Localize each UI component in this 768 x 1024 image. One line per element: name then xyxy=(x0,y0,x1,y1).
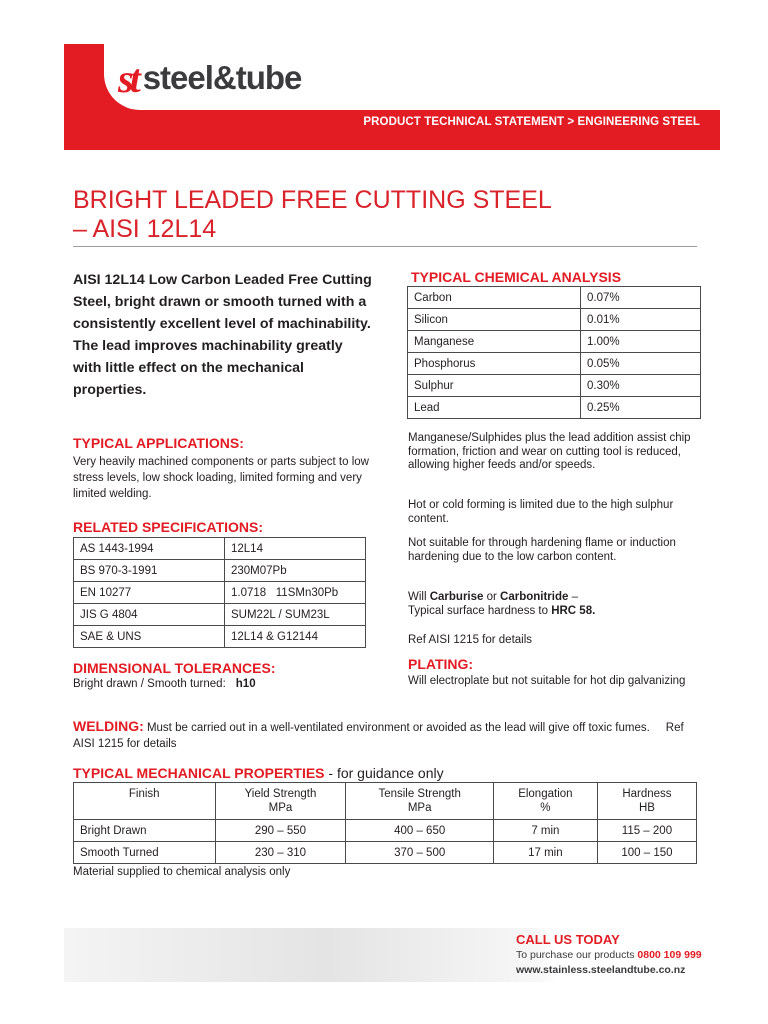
table-row xyxy=(74,560,366,582)
page-title xyxy=(73,186,713,244)
applications-heading: TYPICAL APPLICATIONS: xyxy=(73,435,244,451)
logo-mark: st xyxy=(118,55,137,101)
header-unit: % xyxy=(540,802,551,814)
material-note: Material supplied to chemical analysis only xyxy=(73,866,291,878)
note-surface-hardness xyxy=(408,591,698,618)
spec-standard: JIS G 4804 xyxy=(74,604,225,626)
purchase-text: To purchase our products xyxy=(516,949,638,961)
header-unit: MPa xyxy=(407,802,432,814)
table-row xyxy=(408,309,701,331)
header-unit: HB xyxy=(638,802,655,814)
header-label: Yield Strength xyxy=(244,788,317,800)
chemical-table xyxy=(407,286,701,419)
welding-section xyxy=(73,718,698,752)
note-reference: Ref AISI 1215 for details xyxy=(408,634,533,646)
welding-heading: WELDING: xyxy=(73,718,144,734)
dimensional-text xyxy=(73,678,256,690)
finish-cell: Bright Drawn xyxy=(74,820,216,842)
related-specs-table xyxy=(73,537,366,648)
spec-standard: AS 1443-1994 xyxy=(74,538,225,560)
note-hardening: Not suitable for through hardening flame or induction hardening due to the low carbon content. xyxy=(408,537,676,563)
hardness-cell: 115 – 200 xyxy=(597,820,696,842)
steel-tube-logo xyxy=(118,56,301,100)
elongation-cell: 17 min xyxy=(493,842,597,864)
table-row xyxy=(74,842,697,864)
table-row xyxy=(74,626,366,648)
element-name: Phosphorus xyxy=(408,353,581,375)
element-percent: 0.01% xyxy=(581,309,701,331)
element-percent: 0.25% xyxy=(581,397,701,419)
plating-heading: PLATING: xyxy=(408,656,474,672)
mechanical-subtitle: - for guidance only xyxy=(324,765,444,781)
table-row xyxy=(74,538,366,560)
title-divider xyxy=(73,246,697,247)
dimensional-value: h10 xyxy=(235,678,256,690)
element-name: Lead xyxy=(408,397,581,419)
column-header xyxy=(597,783,696,820)
element-name: Manganese xyxy=(408,331,581,353)
spec-standard: BS 970-3-1991 xyxy=(74,560,225,582)
header-label: Elongation xyxy=(518,788,573,800)
table-row xyxy=(74,604,366,626)
element-name: Carbon xyxy=(408,287,581,309)
note-text: or xyxy=(483,591,501,603)
mechanical-heading xyxy=(73,765,444,781)
spec-standard: SAE & UNS xyxy=(74,626,225,648)
note-text: Typical surface hardness to xyxy=(408,604,552,617)
spec-grade: 1.0718 11SMn30Pb xyxy=(225,582,366,604)
note-text: Will xyxy=(408,591,430,603)
spec-grade: 12L14 & G12144 xyxy=(225,626,366,648)
header-unit: MPa xyxy=(268,802,293,814)
dimensional-label: Bright drawn / Smooth turned: xyxy=(73,678,226,690)
table-row xyxy=(408,353,701,375)
intro-text: AISI 12L14 Low Carbon Leaded Free Cutting Steel, bright drawn or smooth turned with a consistently excellent level of machinability. The lead improves machinability greatly with little effect on the mechanical properties. xyxy=(73,272,372,398)
table-row xyxy=(408,375,701,397)
table-row xyxy=(74,820,697,842)
element-name: Sulphur xyxy=(408,375,581,397)
header-label: Finish xyxy=(128,788,160,800)
table-row xyxy=(74,582,366,604)
hardness-cell: 100 – 150 xyxy=(597,842,696,864)
website-link[interactable]: www.stainless.steelandtube.co.nz xyxy=(516,964,686,976)
header-label: Hardness xyxy=(622,788,672,800)
tensile-cell: 370 – 500 xyxy=(346,842,493,864)
column-header xyxy=(346,783,493,820)
yield-cell: 230 – 310 xyxy=(215,842,346,864)
purchase-line xyxy=(516,949,702,961)
spec-grade: SUM22L / SUM23L xyxy=(225,604,366,626)
header-unit xyxy=(80,801,209,815)
plating-text: Will electroplate but not suitable for hot dip galvanizing xyxy=(408,675,686,687)
table-row xyxy=(408,331,701,353)
dimensional-heading: DIMENSIONAL TOLERANCES: xyxy=(73,660,276,676)
note-bold: Carburise xyxy=(429,591,484,603)
header-band-edge xyxy=(64,44,104,110)
note-bold: HRC 58. xyxy=(551,604,596,617)
spec-standard: EN 10277 xyxy=(74,582,225,604)
note-text: – xyxy=(568,591,578,603)
table-row xyxy=(408,397,701,419)
title-line-2: – AISI 12L14 xyxy=(73,215,217,243)
call-us-heading: CALL US TODAY xyxy=(516,932,620,947)
table-row xyxy=(408,287,701,309)
yield-cell: 290 – 550 xyxy=(215,820,346,842)
spec-grade: 230M07Pb xyxy=(225,560,366,582)
applications-text: Very heavily machined components or parts subject to low stress levels, low shock loading, limited forming and very limited welding. xyxy=(73,456,369,500)
note-chip-formation: Manganese/Sulphides plus the lead addition assist chip formation, friction and wear on cutting tool is reduced, allowing higher feeds and/or speeds. xyxy=(408,432,691,471)
logo-word: steel&tube xyxy=(142,59,302,96)
title-line-1: BRIGHT LEADED FREE CUTTING STEEL xyxy=(73,186,552,214)
finish-cell: Smooth Turned xyxy=(74,842,216,864)
spec-grade: 12L14 xyxy=(225,538,366,560)
related-specs-heading: RELATED SPECIFICATIONS: xyxy=(73,519,264,535)
elongation-cell: 7 min xyxy=(493,820,597,842)
header-label: Tensile Strength xyxy=(378,788,461,800)
mechanical-table xyxy=(73,782,697,864)
element-percent: 1.00% xyxy=(581,331,701,353)
welding-text: Must be carried out in a well-ventilated environment or avoided as the lead will give off toxic fumes. Ref AISI 1215 for details xyxy=(73,722,687,750)
column-header xyxy=(74,783,216,820)
note-forming: Hot or cold forming is limited due to the high sulphur content. xyxy=(408,499,674,525)
element-percent: 0.30% xyxy=(581,375,701,397)
table-header-row xyxy=(74,783,697,820)
phone-number[interactable]: 0800 109 999 xyxy=(637,949,702,961)
mechanical-title: TYPICAL MECHANICAL PROPERTIES xyxy=(73,765,325,781)
tensile-cell: 400 – 650 xyxy=(346,820,493,842)
note-bold: Carbonitride xyxy=(500,591,569,603)
element-percent: 0.07% xyxy=(581,287,701,309)
chemical-heading: TYPICAL CHEMICAL ANALYSIS xyxy=(411,269,622,285)
column-header xyxy=(215,783,346,820)
column-header xyxy=(493,783,597,820)
element-name: Silicon xyxy=(408,309,581,331)
statement-banner: PRODUCT TECHNICAL STATEMENT > ENGINEERING STEEL xyxy=(363,116,700,128)
element-percent: 0.05% xyxy=(581,353,701,375)
